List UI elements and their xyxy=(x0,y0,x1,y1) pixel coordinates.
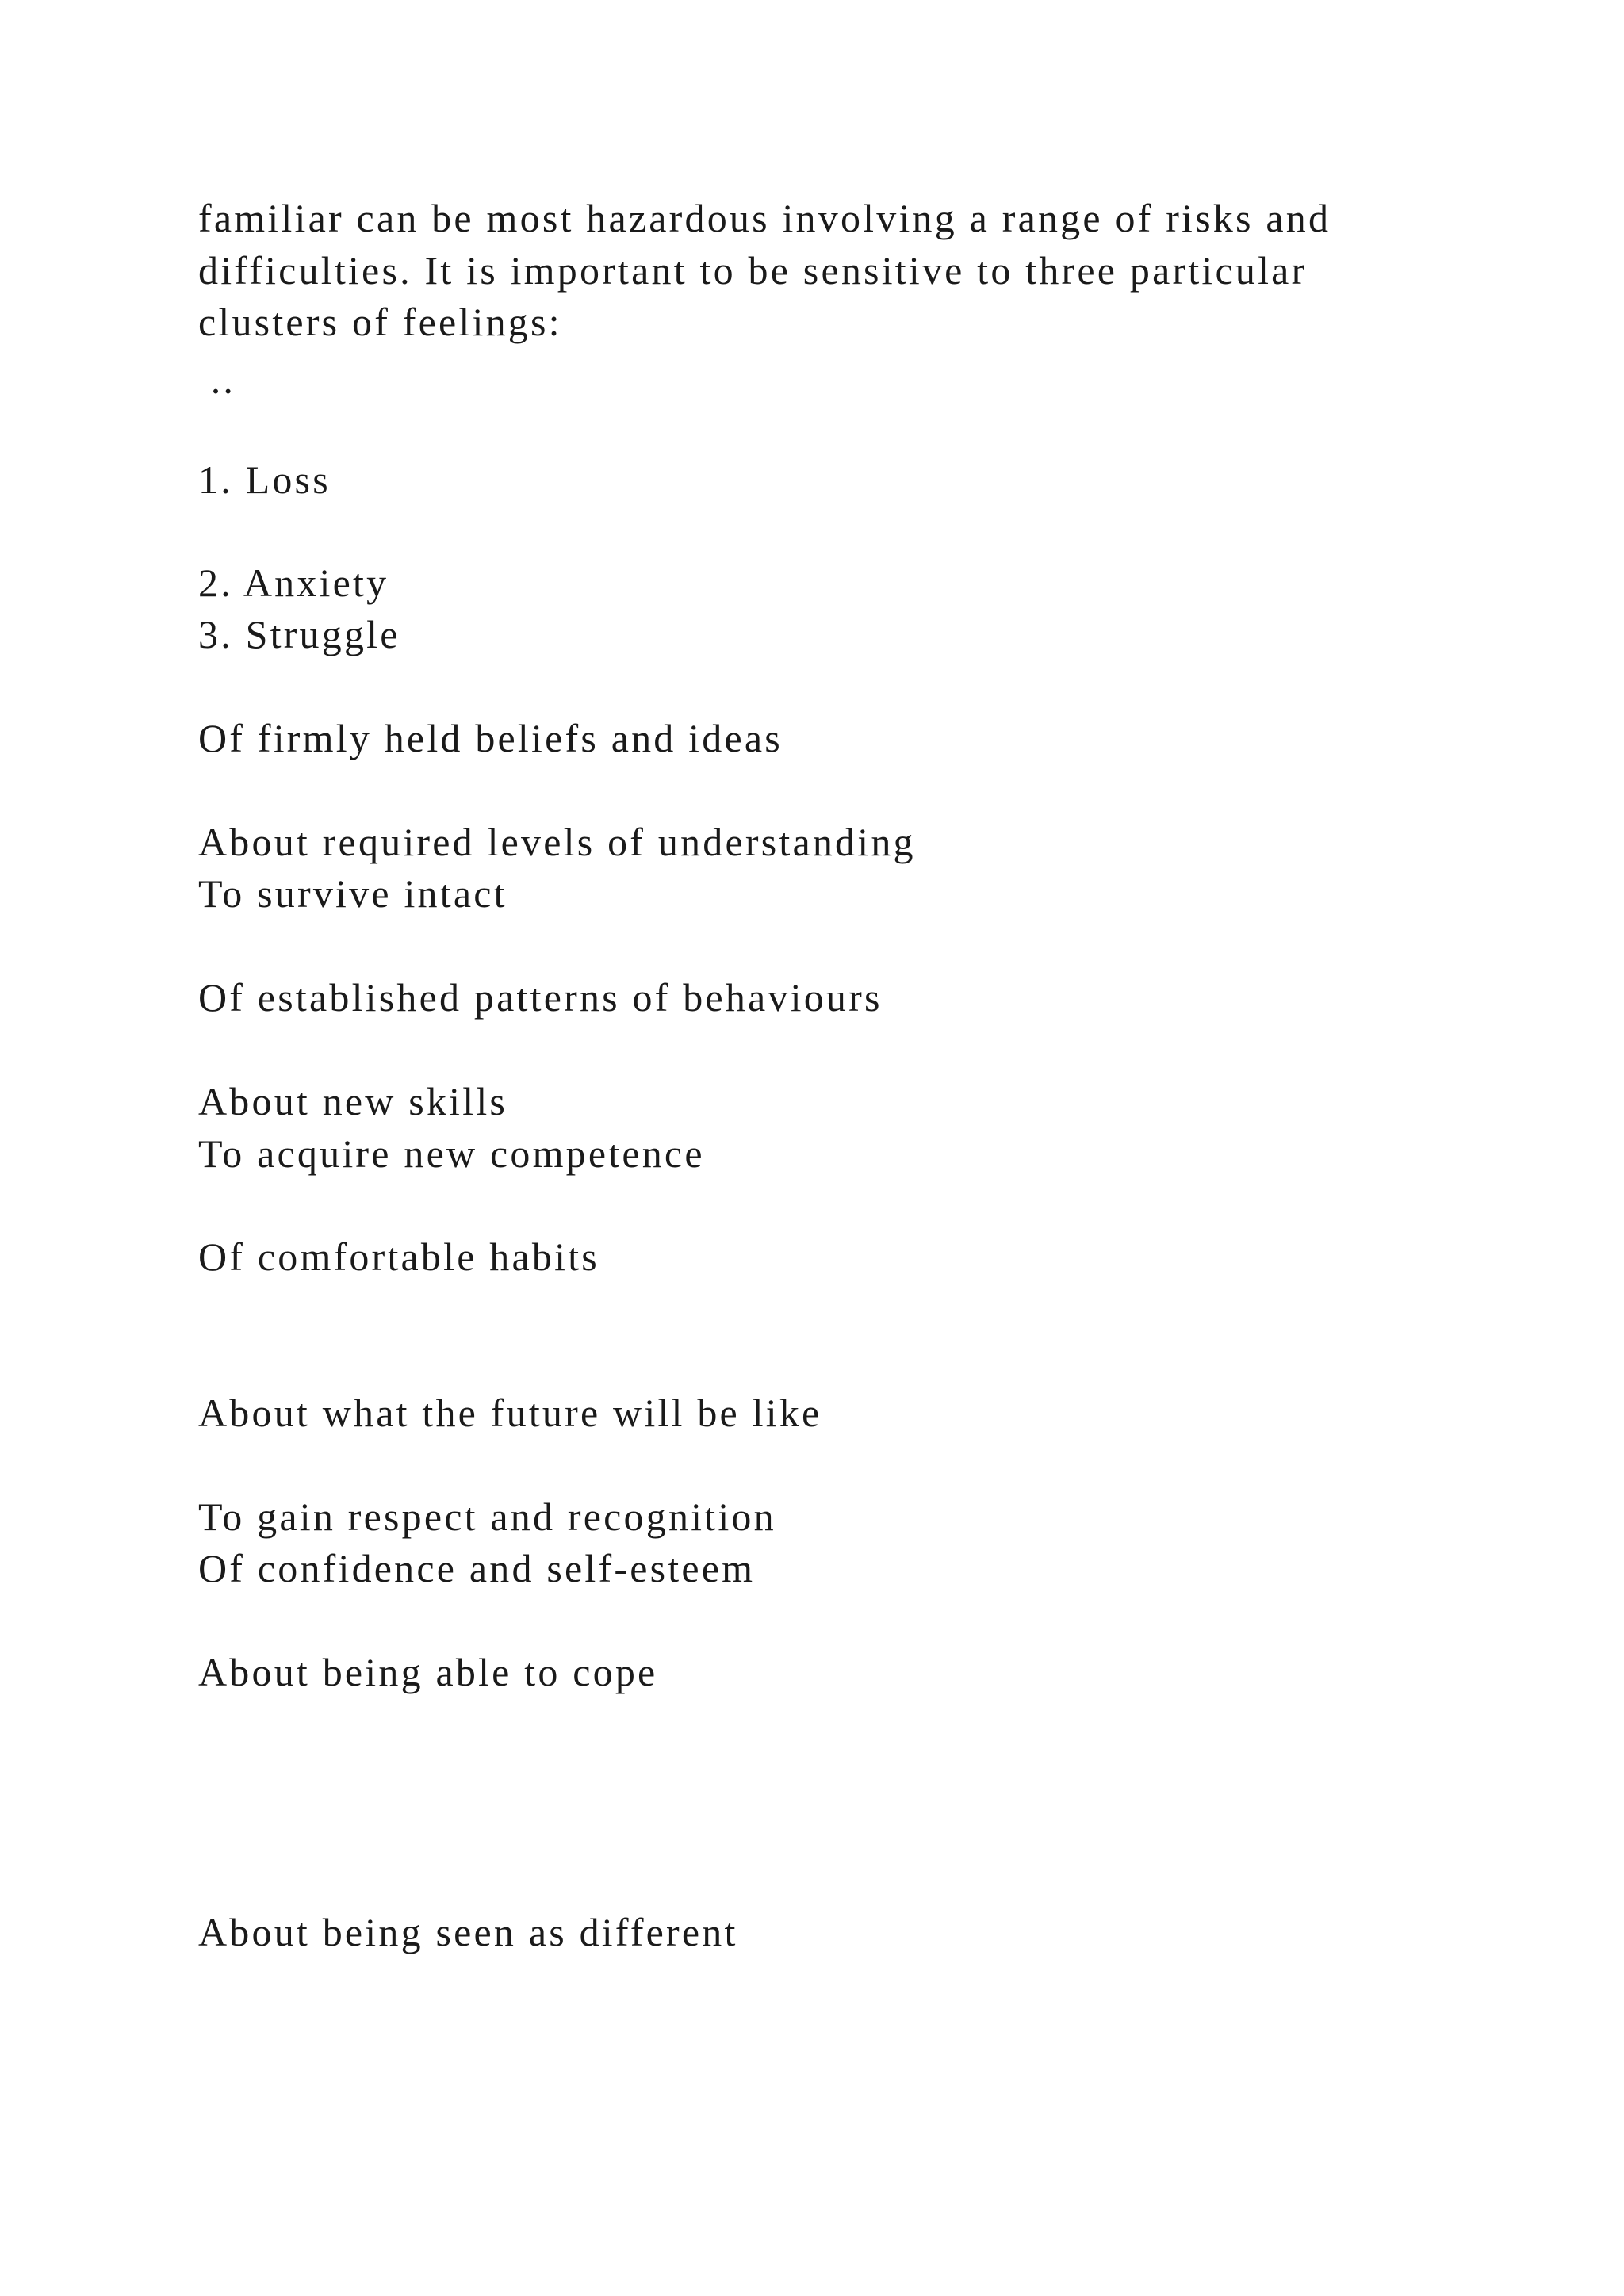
body-line: About required levels of understanding xyxy=(198,820,916,864)
list-item-loss: 1. Loss xyxy=(198,457,331,502)
body-line: Of firmly held beliefs and ideas xyxy=(198,716,783,760)
body-line: Of comfortable habits xyxy=(198,1234,599,1279)
intro-line-3: clusters of feelings: xyxy=(198,300,562,344)
intro-line-2: difficulties. It is important to be sensitive to three particular xyxy=(198,248,1308,293)
body-line: About being seen as different xyxy=(198,1910,738,1954)
body-line: About being able to cope xyxy=(198,1650,658,1694)
body-line: Of confidence and self-esteem xyxy=(198,1546,756,1590)
list-item-struggle: 3. Struggle xyxy=(198,612,400,656)
body-line: About new skills xyxy=(198,1079,508,1123)
body-line: Of established patterns of behaviours xyxy=(198,975,883,1020)
body-line: To gain respect and recognition xyxy=(198,1494,776,1539)
body-line: About what the future will be like xyxy=(198,1391,822,1435)
body-line: To survive intact xyxy=(198,871,508,916)
list-item-anxiety: 2. Anxiety xyxy=(198,561,389,605)
intro-line-1: familiar can be most hazardous involving a range of risks and xyxy=(198,196,1331,240)
body-line: To acquire new competence xyxy=(198,1131,705,1176)
separator-dots: .. xyxy=(198,358,236,402)
